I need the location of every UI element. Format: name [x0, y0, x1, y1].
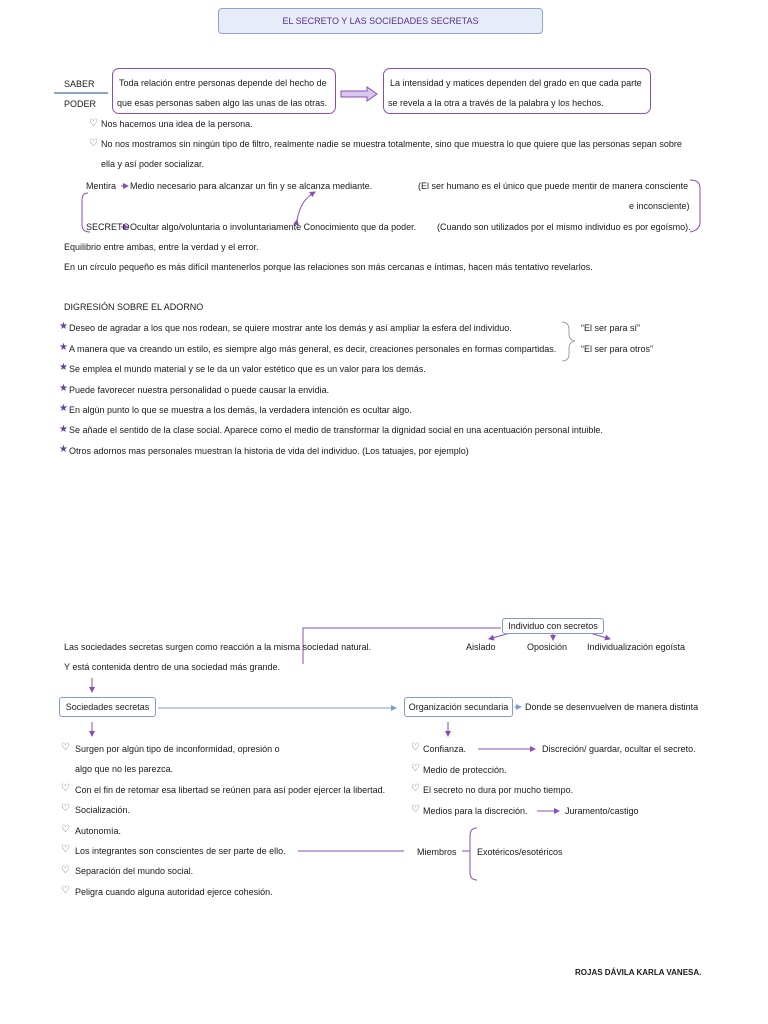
page-title: EL SECRETO Y LAS SOCIEDADES SECRETAS [218, 8, 543, 34]
star-icon: ★ [59, 342, 68, 353]
bullet-impression: Nos hacemos una idea de la persona. [101, 119, 253, 129]
heart-icon: ♡ [61, 865, 70, 876]
left-item: Socialización. [75, 805, 131, 815]
left-item: Separación del mundo social. [75, 866, 194, 876]
right-item: El secreto no dura por mucho tiempo. [423, 785, 574, 795]
heart-icon: ♡ [61, 742, 70, 753]
curved-arrow [297, 192, 315, 220]
ser-para-otros: “El ser para otros” [581, 344, 654, 354]
left-item: Surgen por algún tipo de inconformidad, opresión o [75, 744, 280, 754]
relation-line1: Toda relación entre personas depende del hecho de [119, 78, 327, 88]
left-item: Con el fin de retomar esa libertad se reúnen para así poder ejercer la libertad. [75, 785, 386, 795]
miembros-label: Miembros [417, 847, 457, 857]
intensity-line1: La intensidad y matices dependen del grado en que cada parte [390, 78, 642, 88]
adorno-item: Se añade el sentido de la clase social. Aparece como el medio de transformar la dignidad social en una acentuación personal intuible. [69, 425, 603, 435]
relation-line2: que esas personas saben algo las unas de las otras. [117, 98, 328, 108]
human-note-line3: (Cuando son utilizados por el mismo individuo es por egoísmo). [437, 222, 691, 232]
star-icon: ★ [59, 321, 68, 332]
left-item: algo que no les parezca. [75, 764, 174, 774]
left-item: Autonomía. [75, 826, 122, 836]
bullet-filter-line2: ella y así poder socializar. [101, 159, 205, 169]
right-item: Medio de protección. [423, 765, 507, 775]
circulo-text: En un círculo pequeño es más difícil mantenerlos porque las relaciones son más cercanas e íntimas, hacen más tentativo revelarlos. [64, 262, 593, 272]
secreto-text: Ocultar algo/voluntaria o involuntariamente Conocimiento que da poder. [130, 222, 417, 232]
adorno-item: Puede favorecer nuestra personalidad o puede causar la envidia. [69, 385, 330, 395]
star-icon: ★ [59, 362, 68, 373]
heart-icon: ♡ [61, 885, 70, 896]
bullet-filter-line1: No nos mostramos sin ningún tipo de filtro, realmente nadie se muestra totalmente, sino que muestra lo que quiere que las personas sepan sobre [101, 139, 682, 149]
poder-label: PODER [64, 99, 97, 109]
heart-icon: ♡ [89, 138, 98, 149]
surgen-line2: Y está contenida dentro de una sociedad más grande. [64, 662, 280, 672]
individualizacion-label: Individualización egoísta [587, 642, 686, 652]
donde-text: Donde se desenvuelven de manera distinta [525, 702, 699, 712]
exotericos-label: Exotéricos/esotéricos [477, 847, 563, 857]
intensity-line2: se revela a la otra a través de la palabra y los hechos. [388, 98, 604, 108]
right-item: Medios para la discreción. [423, 806, 528, 816]
organizacion-box: Organización secundaria [404, 697, 513, 717]
adorno-item: En algún punto lo que se muestra a los demás, la verdadera intención es ocultar algo. [69, 405, 412, 415]
miembros-bracket [470, 828, 477, 880]
star-icon: ★ [59, 383, 68, 394]
adorno-item: A manera que va creando un estilo, es siempre algo más general, es decir, creaciones personales en formas compartidas. [69, 344, 557, 354]
heart-icon: ♡ [61, 803, 70, 814]
heart-icon: ♡ [411, 804, 420, 815]
heart-icon: ♡ [89, 118, 98, 129]
author-name: ROJAS DÁVILA KARLA VANESA. [575, 968, 702, 977]
adorno-item: Se emplea el mundo material y se le da un valor estético que es un valor para los demás. [69, 364, 426, 374]
right-bracket [690, 180, 700, 232]
intensity-box [383, 68, 651, 114]
relation-box [112, 68, 336, 114]
right-item: Confianza. [423, 744, 467, 754]
heart-icon: ♡ [61, 844, 70, 855]
human-note-line2: e inconsciente) [629, 201, 690, 211]
mentira-label: Mentira [86, 181, 117, 191]
discrecion-text: Discreción/ guardar, ocultar el secreto. [542, 744, 696, 754]
secreto-label: SECRETO [86, 222, 130, 232]
star-icon: ★ [59, 444, 68, 455]
left-item: Los integrantes son conscientes de ser parte de ello. [75, 846, 286, 856]
heart-icon: ♡ [411, 763, 420, 774]
star-icon: ★ [59, 403, 68, 414]
left-item: Peligra cuando alguna autoridad ejerce cohesión. [75, 887, 273, 897]
human-note-line1: (El ser humano es el único que puede mentir de manera consciente [418, 181, 689, 191]
adorno-heading: DIGRESIÓN SOBRE EL ADORNO [64, 302, 204, 312]
surgen-line1: Las sociedades secretas surgen como reacción a la misma sociedad natural. [64, 642, 372, 652]
arrow-box1-box2 [341, 87, 377, 101]
ser-para-si: “El ser para sí” [581, 323, 641, 333]
juramento-text: Juramento/castigo [565, 806, 639, 816]
sociedades-box: Sociedades secretas [59, 697, 156, 717]
individuo-box: Individuo con secretos [502, 618, 604, 634]
adorno-item: Deseo de agradar a los que nos rodean, se quiere mostrar ante los demás y así ampliar la esfera del individuo. [69, 323, 512, 333]
mentira-text: Medio necesario para alcanzar un fin y se alcanza mediante. [130, 181, 373, 191]
ser-brace [562, 322, 575, 361]
heart-icon: ♡ [61, 824, 70, 835]
adorno-item: Otros adornos mas personales muestran la historia de vida del individuo. (Los tatuajes, por ejemplo) [69, 446, 469, 456]
heart-icon: ♡ [411, 742, 420, 753]
equilibrio-text: Equilibrio entre ambas, entre la verdad y el error. [64, 242, 259, 252]
oposicion-label: Oposición [527, 642, 568, 652]
aislado-label: Aislado [466, 642, 496, 652]
star-icon: ★ [59, 424, 68, 435]
heart-icon: ♡ [61, 783, 70, 794]
heart-icon: ♡ [411, 783, 420, 794]
saber-label: SABER [64, 79, 95, 89]
